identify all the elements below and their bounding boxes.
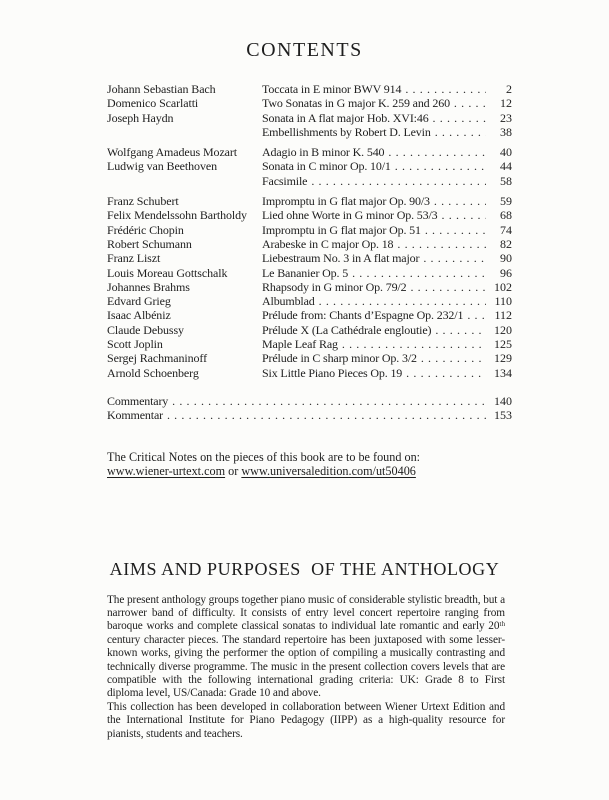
- toc-work-title: Le Bananier Op. 5: [262, 265, 349, 280]
- toc-work-title: Sonata in C minor Op. 10/1: [262, 159, 391, 174]
- toc-composer: Domenico Scarlatti: [107, 96, 199, 111]
- toc-page-number: 12: [500, 96, 512, 111]
- dot-leader: [417, 351, 486, 365]
- toc-page-number: 2: [506, 82, 512, 96]
- dot-leader: [431, 323, 486, 337]
- dot-leader: [384, 145, 486, 159]
- toc-composer: Joseph Haydn: [107, 110, 174, 125]
- toc-page-number: 110: [494, 294, 512, 309]
- dot-leader: [450, 96, 486, 110]
- dot-leader: [393, 237, 486, 251]
- dot-leader: [421, 223, 486, 237]
- toc-work-title: Embellishments by Robert D. Levin: [262, 124, 431, 139]
- toc-composer: Scott Joplin: [107, 337, 163, 352]
- universaledition-link[interactable]: www.universaledition.com/ut50406: [241, 464, 416, 479]
- dot-leader: [419, 251, 486, 265]
- toc-composer: Frédéric Chopin: [107, 222, 184, 237]
- contents-heading: CONTENTS: [246, 39, 363, 61]
- dot-leader: [406, 280, 486, 294]
- toc-composer: Wolfgang Amadeus Mozart: [107, 145, 238, 160]
- toc-row: [107, 366, 512, 380]
- toc-row: [107, 194, 512, 208]
- toc-composer: Ludwig van Beethoven: [107, 159, 217, 174]
- aims-paragraph-1: The present anthology groups together piano music of considerable stylistic breadth, but a narrower band of difficulty. It consists of entry level concert repertoire ranging from baroque works and complete classical sonatas to individual late romantic and early 20ᵗʰ century character pieces. The standard repertoire has been juxtaposed with some lesser-known works, giving the performer the option of compiling a musically contrasting and technically diverse programme. The music in the present collection covers levels that are compatible with the following international grading criteria: UK: Grade 8 to First diploma level, US/Canada: Grade 10 and above.: [107, 593, 505, 700]
- toc-row: [107, 111, 512, 125]
- dot-leader: [348, 266, 486, 280]
- toc-page-number: 23: [500, 110, 512, 125]
- toc-extras: [107, 394, 512, 423]
- toc-composer: Sergej Rachmaninoff: [107, 351, 207, 366]
- toc-page-number: 102: [494, 279, 512, 294]
- toc-page-number: 129: [494, 351, 512, 366]
- toc-row: [107, 308, 512, 322]
- toc-work-title: Adagio in B minor K. 540: [262, 145, 385, 160]
- toc-row: [107, 251, 512, 265]
- toc-composer: Robert Schumann: [107, 236, 192, 251]
- toc-composer: Arnold Schoenberg: [107, 365, 199, 380]
- toc-work-title: Toccata in E minor BWV 914: [262, 82, 402, 96]
- kommentar-row: [107, 408, 512, 422]
- toc-row: [107, 323, 512, 337]
- toc-page-number: 40: [500, 145, 512, 160]
- toc-work-title: Six Little Piano Pieces Op. 19: [262, 365, 403, 380]
- dot-leader: [338, 337, 486, 351]
- toc-work-title: Arabeske in C major Op. 18: [262, 236, 394, 251]
- table-of-contents: [107, 82, 512, 423]
- commentary-label: Commentary: [107, 393, 169, 408]
- toc-page-number: 68: [500, 208, 512, 223]
- dot-leader: [402, 366, 486, 380]
- toc-page-number: 140: [494, 393, 512, 408]
- url-conjunction: or: [228, 464, 239, 479]
- aims-paragraph-2: This collection has been developed in collaboration between Wiener Urtext Edition and the International Institute for Piano Pedagogy (IIPP) as a high-quality resource for pianists, students and teachers.: [107, 700, 505, 740]
- toc-page-number: 125: [494, 337, 512, 352]
- toc-work-title: Facsimile: [262, 173, 308, 188]
- toc-page-number: 44: [500, 159, 512, 174]
- toc-work-title: Prélude X (La Cathédrale engloutie): [262, 322, 432, 337]
- toc-row: [107, 294, 512, 308]
- toc-row: [107, 82, 512, 96]
- toc-composer: Louis Moreau Gottschalk: [107, 265, 228, 280]
- toc-page-number: 90: [500, 251, 512, 266]
- toc-composer: Isaac Albéniz: [107, 308, 171, 323]
- dot-leader: [430, 194, 486, 208]
- toc-work-title: Liebestraum No. 3 in A flat major: [262, 251, 420, 266]
- toc-page-number: 74: [500, 222, 512, 237]
- aims-heading: AIMS AND PURPOSES OF THE ANTHOLOGY: [109, 558, 500, 579]
- toc-row: [107, 280, 512, 294]
- dot-leader: [391, 159, 486, 173]
- toc-work-title: Rhapsody in G minor Op. 79/2: [262, 279, 407, 294]
- toc-work-title: Prélude in C sharp minor Op. 3/2: [262, 351, 417, 366]
- toc-page-number: 82: [500, 236, 512, 251]
- toc-composer: Johann Sebastian Bach: [107, 82, 216, 96]
- toc-row: [107, 159, 512, 173]
- toc-page-number: 112: [494, 308, 512, 323]
- dot-leader: [315, 294, 486, 308]
- dot-leader: [429, 111, 486, 125]
- toc-page-number: 96: [500, 265, 512, 280]
- toc-row: [107, 145, 512, 159]
- dot-leader: [438, 208, 486, 222]
- toc-work-title: Albumblad: [262, 294, 315, 309]
- toc-page-number: 153: [494, 408, 512, 423]
- toc-work-title: Impromptu in G flat major Op. 90/3: [262, 194, 430, 209]
- aims-text: [107, 594, 505, 741]
- commentary-row: [107, 394, 512, 408]
- toc-composer: Franz Liszt: [107, 251, 161, 266]
- toc-row: [107, 96, 512, 110]
- dot-leader: [401, 82, 486, 96]
- dot-leader: [463, 308, 486, 322]
- toc-composer: Johannes Brahms: [107, 279, 190, 294]
- toc-composer: Felix Mendelssohn Bartholdy: [107, 208, 247, 223]
- toc-composer: Claude Debussy: [107, 322, 184, 337]
- dot-leader: [168, 394, 486, 408]
- toc-page-number: 38: [500, 124, 512, 139]
- critical-notes: [107, 450, 512, 479]
- toc-row: [107, 125, 512, 139]
- toc-page-number: 134: [494, 365, 512, 380]
- toc-work-title: Lied ohne Worte in G minor Op. 53/3: [262, 208, 438, 223]
- toc-page-number: 58: [500, 173, 512, 188]
- toc-composer: Franz Schubert: [107, 194, 179, 209]
- toc-row: [107, 266, 512, 280]
- toc-row: [107, 208, 512, 222]
- dot-leader: [307, 174, 486, 188]
- toc-work-title: Two Sonatas in G major K. 259 and 260: [262, 96, 450, 111]
- wiener-urtext-link[interactable]: www.wiener-urtext.com: [107, 464, 226, 479]
- toc-row: [107, 337, 512, 351]
- toc-work-title: Impromptu in G flat major Op. 51: [262, 222, 421, 237]
- toc-row: [107, 223, 512, 237]
- toc-row: [107, 174, 512, 188]
- toc-work-title: Sonata in A flat major Hob. XVI:46: [262, 110, 429, 125]
- toc-page-number: 120: [494, 322, 512, 337]
- toc-row: [107, 351, 512, 365]
- critical-notes-urls: [107, 464, 512, 479]
- toc-work-title: Prélude from: Chants d’Espagne Op. 232/1: [262, 308, 464, 323]
- dot-leader: [163, 408, 486, 422]
- critical-notes-intro: The Critical Notes on the pieces of this book are to be found on:: [107, 449, 421, 464]
- toc-composer: Edvard Grieg: [107, 294, 171, 309]
- kommentar-label: Kommentar: [107, 408, 163, 423]
- dot-leader: [431, 125, 486, 139]
- toc-page-number: 59: [500, 194, 512, 209]
- toc-row: [107, 237, 512, 251]
- toc-work-title: Maple Leaf Rag: [262, 337, 338, 352]
